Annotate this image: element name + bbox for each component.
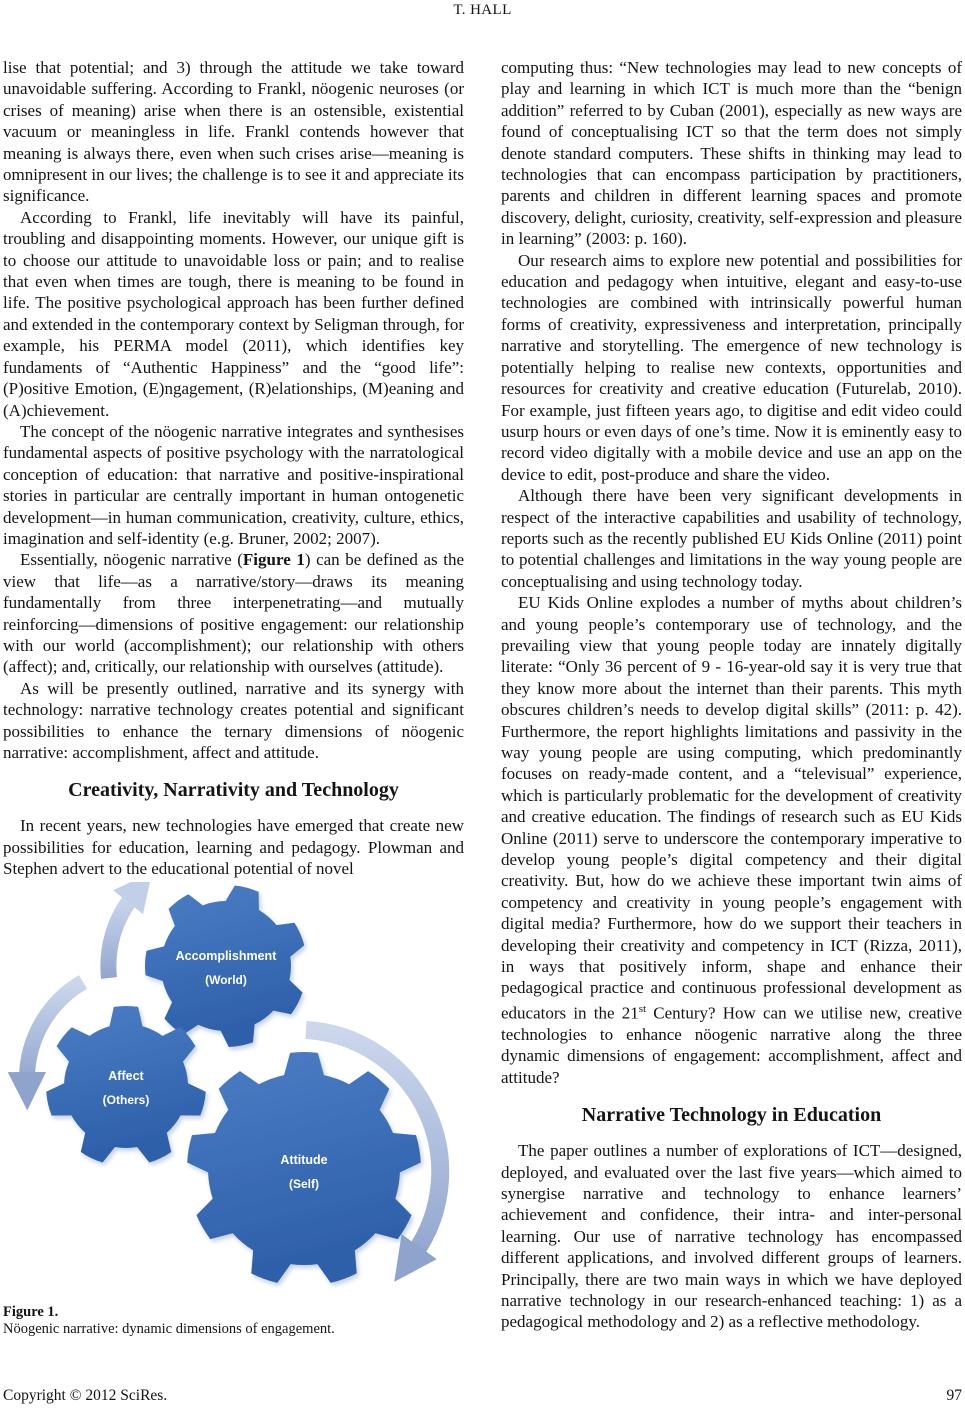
paragraph-text: ) can be defined as the view that life—as a narrative/story—draws its meaning fundamentally from three interpenetrating—and mutually reinforcing—dimensions of positive engagement: our relationship with our world (accomplishment); our relationship with others (affect); and, critically, our relationship with ourselves (attitude). <box>3 550 464 677</box>
paragraph-text: Essentially, nöogenic narrative ( <box>20 550 243 570</box>
paragraph: Although there have been very significant developments in respect of the interactive capabilities and usability of technology, reports such as the recently published EU Kids Online (2011) point to potential challenges and limitations in the way young people are conceptualising and using technology today. <box>501 486 962 591</box>
section-heading: Narrative Technology in Education <box>581 1104 882 1127</box>
paragraph-text: Century? How can we utilise new, creative technologies to enhance nöogenic narrative along the three dynamic dimensions of engagement: accomplishment, affect and attitude? <box>501 1003 962 1087</box>
accomplishment-gear-sublabel: (World) <box>205 972 247 987</box>
figure-caption-text: Nöogenic narrative: dynamic dimensions of engagement. <box>3 1321 335 1338</box>
paragraph: The paper outlines a number of explorations of ICT—designed, deployed, and evaluated over the last five years—which aimed to synergise narrative and technology to enhance learners’ achievement and confidence, their intra- and inter-personal learning. Our use of narrative technology has encompassed different applications, and involved different groups of learners. Principally, there are two main ways in which we have deployed narrative technology in our research-enhanced teaching: 1) as a pedagogical methodology and 2) as a reflective methodology. <box>501 1141 962 1332</box>
page-footer <box>3 1387 962 1405</box>
page-number: 97 <box>946 1387 962 1404</box>
affect-gear-sublabel: (Others) <box>102 1092 150 1107</box>
figure-caption <box>3 1304 464 1339</box>
paragraph: Our research aims to explore new potential and possibilities for education and pedagogy when intuitive, elegant and easy-to-use technologies are combined with intrinsically powerful human forms of creativity, expressiveness and interpretation, principally narrative and storytelling. The emergence of new technology is potentially helping to realise new contexts, opportunities and resources for creativity and creative education (Futurelab, 2010). For example, just fifteen years ago, to digitise and edit video could usurp hours or even days of one’s time. Now it is eminently easy to record video digitally with a mobile device and use an app on the device to edit, post-produce and share the video. <box>501 250 962 484</box>
paragraph: computing thus: “New technologies may lead to new concepts of play and learning in which ICT is much more than the “benign addition” referred to by Cuban (2001), especially as new ways are found of conceptualising ICT so that the term does not simply denote standard computers. These shifts in thinking may lead to technologies that can encompass participation by practitioners, parents and children in different learning spaces and promote discovery, delight, curiosity, creativity, self-expression and pleasure in learning” (2003: p. 160). <box>501 58 962 249</box>
paragraph <box>501 592 962 1088</box>
accomplishment-gear-label: Accomplishment <box>175 948 277 963</box>
figure-reference: Figure 1 <box>242 550 305 570</box>
paragraph: According to Frankl, life inevitably will have its painful, troubling and disappointing moments. However, our unique gift is to choose our attitude to unavoidable loss or pain; and to realise that even when times are tough, there is meaning to be found in life. The positive psychological approach has been further defined and extended in the contemporary context by Seligman through, for example, his PERMA model (2011), which identifies key fundaments of “Authentic Happiness” and the “good life”: (P)ositive Emotion, (E)ngagement, (R)elationships, (M)eaning and (A)chievement. <box>3 207 464 420</box>
cycle-arrow-top-left-icon <box>108 896 133 978</box>
figure-1 <box>3 882 464 1339</box>
paragraph: In recent years, new technologies have emerged that create new possibilities for education, learning and pedagogy. Plowman and Stephen advert to the educational potential of novel <box>3 816 464 879</box>
copyright-notice: Copyright © 2012 SciRes. <box>3 1387 168 1404</box>
two-column-body <box>3 57 962 1339</box>
gears-diagram <box>3 882 467 1302</box>
ordinal-superscript: st <box>638 1002 647 1015</box>
section-heading: Creativity, Narrativity and Technology <box>68 779 399 802</box>
paragraph: The concept of the nöogenic narrative integrates and synthesises fundamental aspects of positive psychology with the narratological conception of education: that narrative and positive-inspirational stories in particular are centrally important in human ontogenetic development—in human communication, creativity, culture, ethics, imagination and self-identity (e.g. Bruner, 2002; 2007). <box>3 421 464 548</box>
affect-gear-label: Affect <box>108 1068 144 1083</box>
paragraph: As will be presently outlined, narrative and its synergy with technology: narrative technology creates potential and significant possibilities to enhance the ternary dimensions of nöogenic narrative: accomplishment, affect and attitude. <box>3 678 464 762</box>
figure-caption-label: Figure 1. <box>3 1303 59 1320</box>
attitude-gear-label: Attitude <box>280 1152 328 1167</box>
attitude-gear-sublabel: (Self) <box>289 1176 319 1191</box>
paragraph-text: EU Kids Online explodes a number of myths about children’s and young people’s contemporary use of technology, and the prevailing view that young people today are innately digitally literate: “Only 36 percent of 9 - 16-year-old say it is very true that they know more about the internet than their parents. This myth obscures children’s needs to develop digital skills” (2011: p. 42). Furthermore, the report highlights limitations and passivity in the way young people are using computing, which predominantly focuses on ready-made content, and a “televisual” experience, which is particularly problematic for the development of creativity and creative education. The findings of research such as EU Kids Online (2011) serve to underscore the contemporary imperative to develop young people’s digital competency and their digital creativity. But, how do we achieve these important twin aims of competency and creativity in young people’s engagement with digital media? Furthermore, how do we support their teachers in developing their creativity and competency in ICT (Rizza, 2011), in ways that positively inform, shape and enhance their pedagogical practice and continuous professional development as educators in the 21 <box>501 593 962 1023</box>
left-column <box>3 57 464 1339</box>
accomplishment-gear <box>145 885 304 1046</box>
right-column <box>501 57 962 1339</box>
attitude-gear <box>187 1052 421 1283</box>
paragraph <box>3 549 464 677</box>
running-head: T. HALL <box>453 2 512 18</box>
affect-gear <box>46 1006 206 1163</box>
paragraph: lise that potential; and 3) through the attitude we take toward unavoidable suffering. According to Frankl, nöogenic neuroses (or crises of meaning) arise when there is an ostensible, existential vacuum or meaningless in life. Frankl contends however that meaning is always there, even when such crises arise—meaning is omnipresent in our lives; the challenge is to see it and appreciate its significance. <box>3 58 464 206</box>
